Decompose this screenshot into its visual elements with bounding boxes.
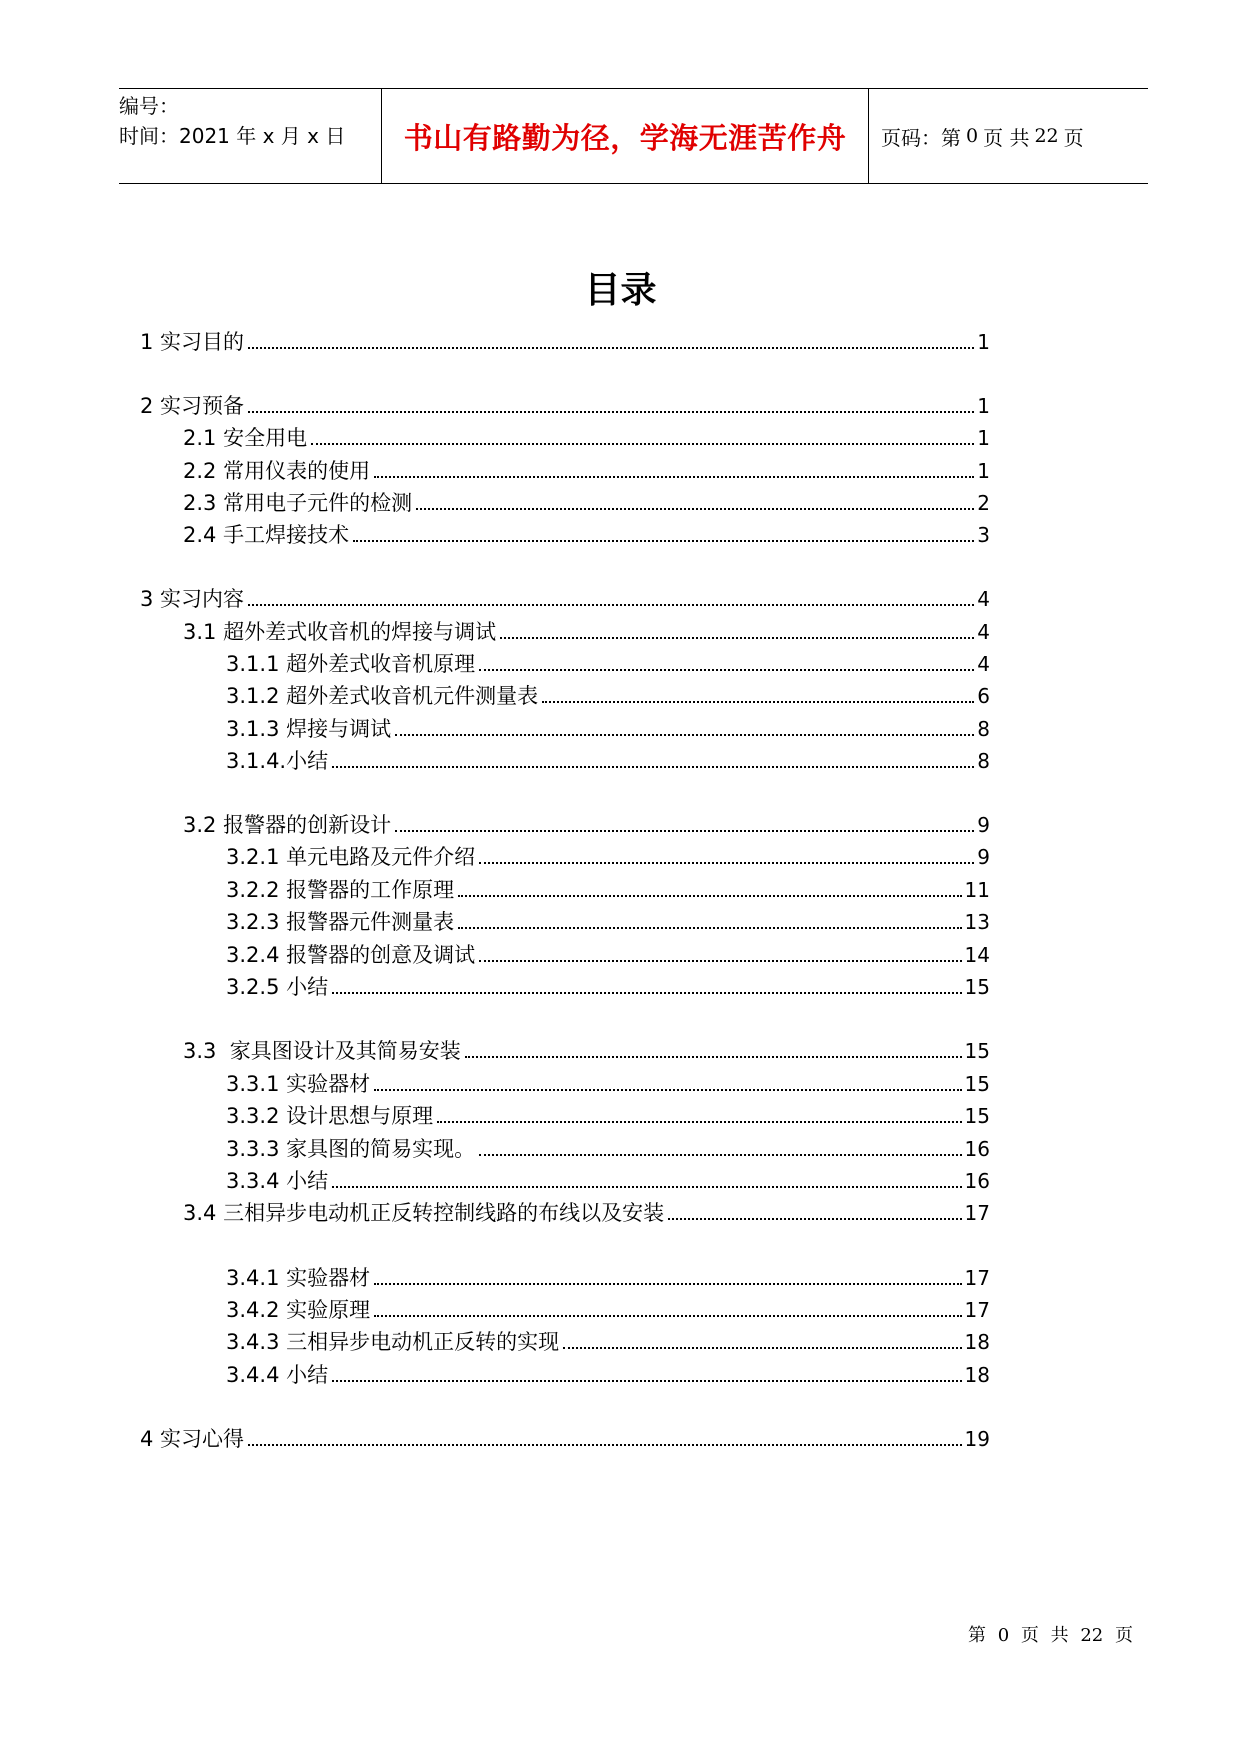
toc-entry-page: 15 bbox=[964, 1072, 990, 1096]
toc-entry[interactable] bbox=[226, 874, 990, 904]
toc-entry[interactable] bbox=[140, 326, 990, 356]
toc-entry-label: 3.1.2 超外差式收音机元件测量表 bbox=[226, 684, 539, 708]
toc-entry-label: 4 实习心得 bbox=[140, 1427, 245, 1451]
page-total: 22 bbox=[1034, 125, 1059, 147]
toc-dot-leader bbox=[479, 1154, 961, 1156]
toc-entry-label: 2.4 手工焊接技术 bbox=[183, 523, 350, 547]
toc-entry-label: 2.2 常用仪表的使用 bbox=[183, 459, 371, 483]
toc-entry-page: 18 bbox=[964, 1330, 990, 1354]
toc-entry[interactable] bbox=[226, 713, 990, 743]
toc-entry-label: 2.3 常用电子元件的检测 bbox=[183, 491, 413, 515]
toc-entry-page: 18 bbox=[964, 1363, 990, 1387]
toc-dot-leader bbox=[465, 1056, 962, 1058]
toc-entry-label: 3.4.2 实验原理 bbox=[226, 1298, 371, 1322]
toc-entry[interactable] bbox=[226, 1133, 990, 1163]
toc-dot-leader bbox=[332, 766, 974, 768]
toc-dot-leader bbox=[248, 604, 974, 606]
header-info-cell bbox=[119, 89, 381, 183]
toc-entry-page: 16 bbox=[964, 1169, 990, 1193]
toc-dot-leader bbox=[332, 1380, 961, 1382]
toc-entry[interactable] bbox=[183, 809, 990, 839]
toc-entry-page: 14 bbox=[964, 943, 990, 967]
toc-entry-page: 6 bbox=[977, 684, 990, 708]
toc-entry[interactable] bbox=[226, 745, 990, 775]
page-prefix: 页码：第 bbox=[881, 125, 961, 150]
toc-entry-page: 2 bbox=[977, 491, 990, 515]
toc-dot-leader bbox=[374, 1283, 961, 1285]
toc-entry-page: 8 bbox=[977, 717, 990, 741]
toc-dot-leader bbox=[248, 347, 974, 349]
toc-dot-leader bbox=[563, 1347, 961, 1349]
toc-dot-leader bbox=[374, 476, 974, 478]
toc-entry-page: 3 bbox=[977, 523, 990, 547]
toc-entry-page: 16 bbox=[964, 1137, 990, 1161]
toc-entry[interactable] bbox=[226, 1359, 990, 1389]
page-suffix: 页 bbox=[1063, 125, 1084, 150]
toc-title: 目录 bbox=[584, 270, 657, 311]
toc-entry-label: 3.2.1 单元电路及元件介绍 bbox=[226, 845, 476, 869]
toc-dot-leader bbox=[248, 411, 974, 413]
toc-entry-page: 1 bbox=[977, 459, 990, 483]
toc-dot-leader bbox=[458, 927, 961, 929]
toc-dot-leader bbox=[458, 895, 961, 897]
toc-entry-label: 3.4.3 三相异步电动机正反转的实现 bbox=[226, 1330, 560, 1354]
header-motto-cell bbox=[381, 89, 869, 183]
toc-entry-page: 8 bbox=[977, 749, 990, 773]
toc-entry-page: 11 bbox=[964, 878, 990, 902]
page-footer: 第 0 页 共 22 页 bbox=[968, 1625, 1133, 1646]
toc-dot-leader bbox=[542, 701, 974, 703]
toc-entry-page: 19 bbox=[964, 1427, 990, 1451]
toc-entry-label: 3.1.4.小结 bbox=[226, 749, 329, 773]
toc-entry-page: 1 bbox=[977, 426, 990, 450]
document-number-label: 编号： bbox=[119, 94, 179, 118]
toc-entry[interactable] bbox=[183, 616, 990, 646]
toc-entry-page: 17 bbox=[964, 1266, 990, 1290]
toc-entry-label: 3.2.3 报警器元件测量表 bbox=[226, 910, 455, 934]
toc-entry-label: 3.3.3 家具图的简易实现。 bbox=[226, 1137, 476, 1161]
toc-entry-page: 15 bbox=[964, 1039, 990, 1063]
toc-dot-leader bbox=[332, 1186, 961, 1188]
toc-entry-page: 4 bbox=[977, 652, 990, 676]
page-number: 0 bbox=[966, 125, 979, 147]
toc-entry-label: 3.3.1 实验器材 bbox=[226, 1072, 371, 1096]
toc-entry-label: 3.3.4 小结 bbox=[226, 1169, 329, 1193]
toc-entry[interactable] bbox=[226, 1165, 990, 1195]
toc-entry[interactable] bbox=[183, 1035, 990, 1065]
toc-entry-label: 3.2.5 小结 bbox=[226, 975, 329, 999]
toc-entry[interactable] bbox=[226, 1326, 990, 1356]
toc-dot-leader bbox=[374, 1089, 961, 1091]
toc-entry[interactable] bbox=[183, 455, 990, 485]
toc-dot-leader bbox=[500, 637, 974, 639]
toc-entry[interactable] bbox=[226, 939, 990, 969]
toc-entry-page: 17 bbox=[964, 1201, 990, 1225]
toc-entry-label: 3.3.2 设计思想与原理 bbox=[226, 1104, 434, 1128]
toc-dot-leader bbox=[395, 734, 974, 736]
toc-dot-leader bbox=[479, 960, 961, 962]
toc-entry-label: 3.4 三相异步电动机正反转控制线路的布线以及安装 bbox=[183, 1201, 665, 1225]
toc-entry-page: 15 bbox=[964, 1104, 990, 1128]
toc-entry[interactable] bbox=[226, 906, 990, 936]
toc-entry-page: 1 bbox=[977, 330, 990, 354]
toc-dot-leader bbox=[311, 443, 974, 445]
toc-entry[interactable] bbox=[226, 1262, 990, 1292]
toc-dot-leader bbox=[332, 992, 961, 994]
header-motto: 书山有路勤为径，学海无涯苦作舟 bbox=[403, 120, 847, 155]
toc-dot-leader bbox=[479, 669, 974, 671]
toc-dot-leader bbox=[353, 540, 974, 542]
toc-dot-leader bbox=[395, 830, 974, 832]
toc-entry[interactable] bbox=[226, 648, 990, 678]
toc-entry-label: 3.4.1 实验器材 bbox=[226, 1266, 371, 1290]
toc-entry-label: 3.4.4 小结 bbox=[226, 1363, 329, 1387]
toc-entry[interactable] bbox=[183, 487, 990, 517]
toc-entry-label: 2.1 安全用电 bbox=[183, 426, 308, 450]
toc-entry[interactable] bbox=[226, 971, 990, 1001]
toc-entry-page: 9 bbox=[977, 813, 990, 837]
document-time-label: 时间：2021 年 x 月 x 日 bbox=[119, 124, 346, 148]
toc-entry-label: 3.1 超外差式收音机的焊接与调试 bbox=[183, 620, 497, 644]
toc-dot-leader bbox=[248, 1444, 962, 1446]
toc-entry[interactable] bbox=[183, 519, 990, 549]
toc-entry-page: 15 bbox=[964, 975, 990, 999]
toc-entry-label: 1 实习目的 bbox=[140, 330, 245, 354]
toc-entry[interactable] bbox=[226, 1100, 990, 1130]
toc-entry-label: 2 实习预备 bbox=[140, 394, 245, 418]
toc-dot-leader bbox=[668, 1218, 961, 1220]
toc-dot-leader bbox=[416, 508, 974, 510]
toc-entry-label: 3.3 家具图设计及其简易安装 bbox=[183, 1039, 461, 1063]
toc-entry-label: 3.2.2 报警器的工作原理 bbox=[226, 878, 455, 902]
toc-entry-label: 3.1.3 焊接与调试 bbox=[226, 717, 392, 741]
toc-entry[interactable] bbox=[183, 1197, 990, 1227]
toc-entry-page: 13 bbox=[964, 910, 990, 934]
toc-entry-label: 3.2 报警器的创新设计 bbox=[183, 813, 392, 837]
toc-entry[interactable] bbox=[140, 1423, 990, 1453]
toc-entry[interactable] bbox=[226, 1294, 990, 1324]
toc-dot-leader bbox=[479, 862, 974, 864]
toc-entry-label: 3.1.1 超外差式收音机原理 bbox=[226, 652, 476, 676]
toc-entry-page: 9 bbox=[977, 845, 990, 869]
toc-entry[interactable] bbox=[226, 1068, 990, 1098]
toc-entry-page: 4 bbox=[977, 587, 990, 611]
toc-dot-leader bbox=[374, 1315, 961, 1317]
toc-dot-leader bbox=[437, 1121, 961, 1123]
toc-entry[interactable] bbox=[140, 583, 990, 613]
toc-entry[interactable] bbox=[226, 841, 990, 871]
header-page-cell bbox=[869, 89, 1148, 183]
toc-entry-page: 1 bbox=[977, 394, 990, 418]
toc-entry-page: 4 bbox=[977, 620, 990, 644]
toc-entry-label: 3 实习内容 bbox=[140, 587, 245, 611]
toc-entry[interactable] bbox=[140, 390, 990, 420]
toc-entry[interactable] bbox=[183, 422, 990, 452]
toc-entry-page: 17 bbox=[964, 1298, 990, 1322]
toc-entry-label: 3.2.4 报警器的创意及调试 bbox=[226, 943, 476, 967]
header-table bbox=[119, 88, 1148, 184]
page-mid: 页 共 bbox=[983, 125, 1030, 150]
toc-entry[interactable] bbox=[226, 680, 990, 710]
